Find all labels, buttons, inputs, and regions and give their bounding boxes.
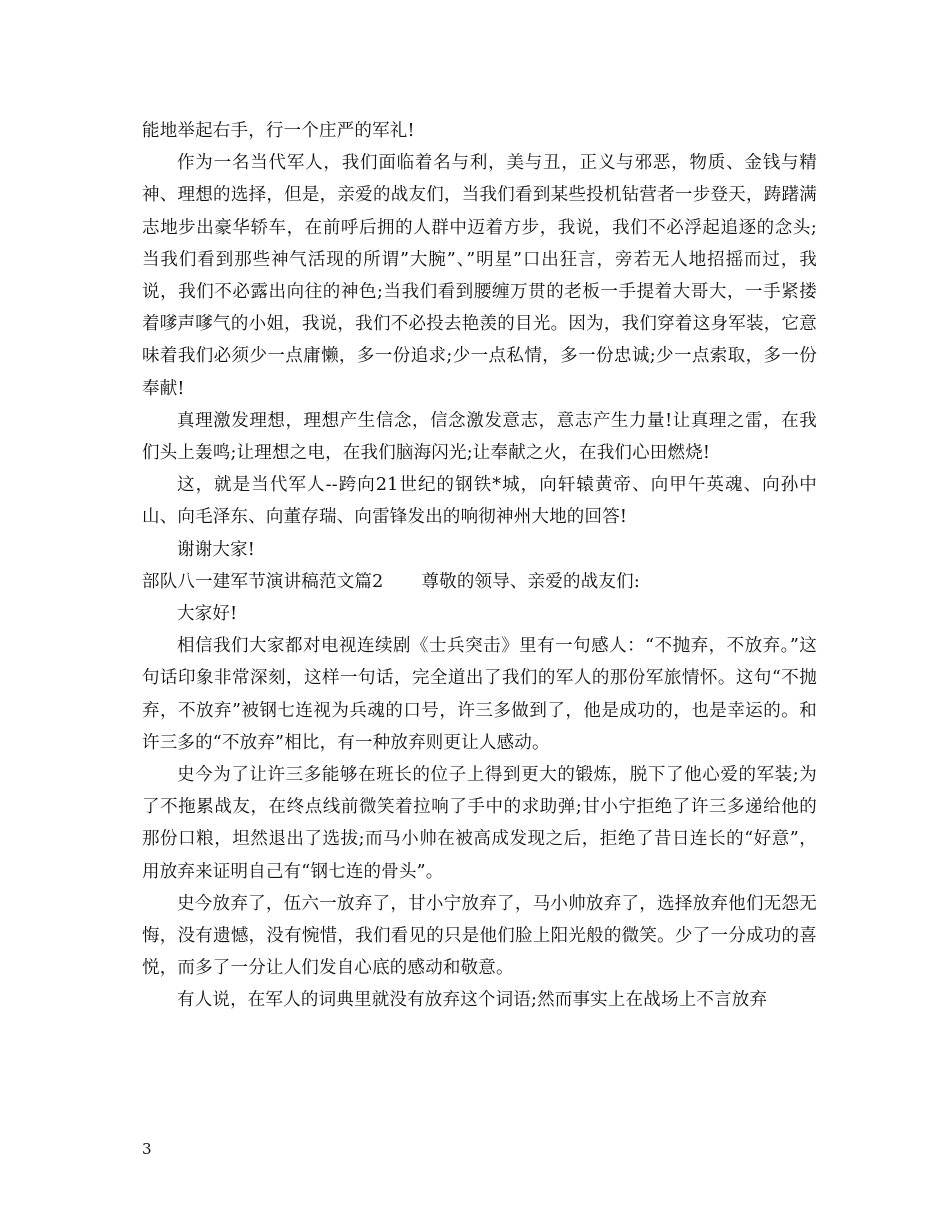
paragraph-2: 作为一名当代军人，我们面临着名与利，美与丑，正义与邪恶，物质、金钱与精神、理想的选择，但是，亲爱的战友们，当我们看到某些投机钻营者一步登天，踌躇满志地步出豪华轿车，在前呼后拥的人群中迈着方步，我说，我们不必浮起追逐的念头;当我们看到那些神气活现的所谓”大腕”、”明星”口出狂言，旁若无人地招摇而过，我说，我们不必露出向往的神色;当我们看到腰缠万贯的老板一手提着大哥大，一手紧搂着嗲声嗲气的小姐，我说，我们不必投去艳羡的目光。因为，我们穿着这身军装，它意味着我们必须少一点庸懒，多一份追求;少一点私情，多一份忠诚;少一点索取，多一份奉献! bbox=[142, 153, 817, 399]
paragraph-4: 这，就是当代军人--跨向21世纪的钢铁*城，向轩辕黄帝、向甲午英魂、向孙中山、向毛泽东、向董存瑞、向雷锋发出的响彻神州大地的回答! bbox=[142, 475, 817, 528]
paragraph-3: 真理激发理想，理想产生信念，信念激发意志，意志产生力量!让真理之雷，在我们头上轰鸣;让理想之电，在我们脑海闪光;让奉献之火，在我们心田燃烧! bbox=[142, 410, 817, 464]
paragraph-7: 相信我们大家都对电视连续剧《士兵突击》里有一句感人：“不抛弃，不放弃。”这句话印象非常深刻，这样一句话，完全道出了我们的军人的那份军旅情怀。这句“不抛弃，不放弃”被钢七连视为兵魂的口号，许三多做到了，他是成功的，也是幸运的。和许三多的“不放弃”相比，有一种放弃则更让人感动。 bbox=[142, 636, 817, 753]
paragraph-1: 能地举起右手，行一个庄严的军礼! bbox=[142, 121, 415, 141]
paragraph-9: 史今放弃了，伍六一放弃了，甘小宁放弃了，马小帅放弃了，选择放弃他们无怨无悔，没有遗憾，没有惋惜，我们看见的只是他们脸上阳光般的微笑。少了一分成功的喜悦，而多了一分让人们发自心底的感动和敬意。 bbox=[142, 893, 817, 979]
salutation: 尊敬的领导、亲爱的战友们: bbox=[421, 571, 640, 592]
page-number: 3 bbox=[142, 1140, 152, 1158]
paragraph-6: 大家好! bbox=[177, 604, 238, 625]
section-title: 部队八一建军节演讲稿范文篇2 bbox=[142, 571, 384, 592]
section-heading bbox=[142, 566, 817, 598]
paragraph-5: 谢谢大家! bbox=[177, 539, 256, 560]
paragraph-10: 有人说，在军人的词典里就没有放弃这个词语;然而事实上在战场上不言放弃 bbox=[177, 990, 768, 1011]
paragraph-8: 史今为了让许三多能够在班长的位子上得到更大的锻炼，脱下了他心爱的军装;为了不拖累战友，在终点线前微笑着拉响了手中的求助弹;甘小宁拒绝了许三多递给他的那份口粮，坦然退出了选拔;而马小帅在被高成发现之后，拒绝了昔日连长的“好意”，用放弃来证明自己有“钢七连的骨头”。 bbox=[142, 765, 817, 882]
body-text bbox=[142, 115, 817, 1017]
